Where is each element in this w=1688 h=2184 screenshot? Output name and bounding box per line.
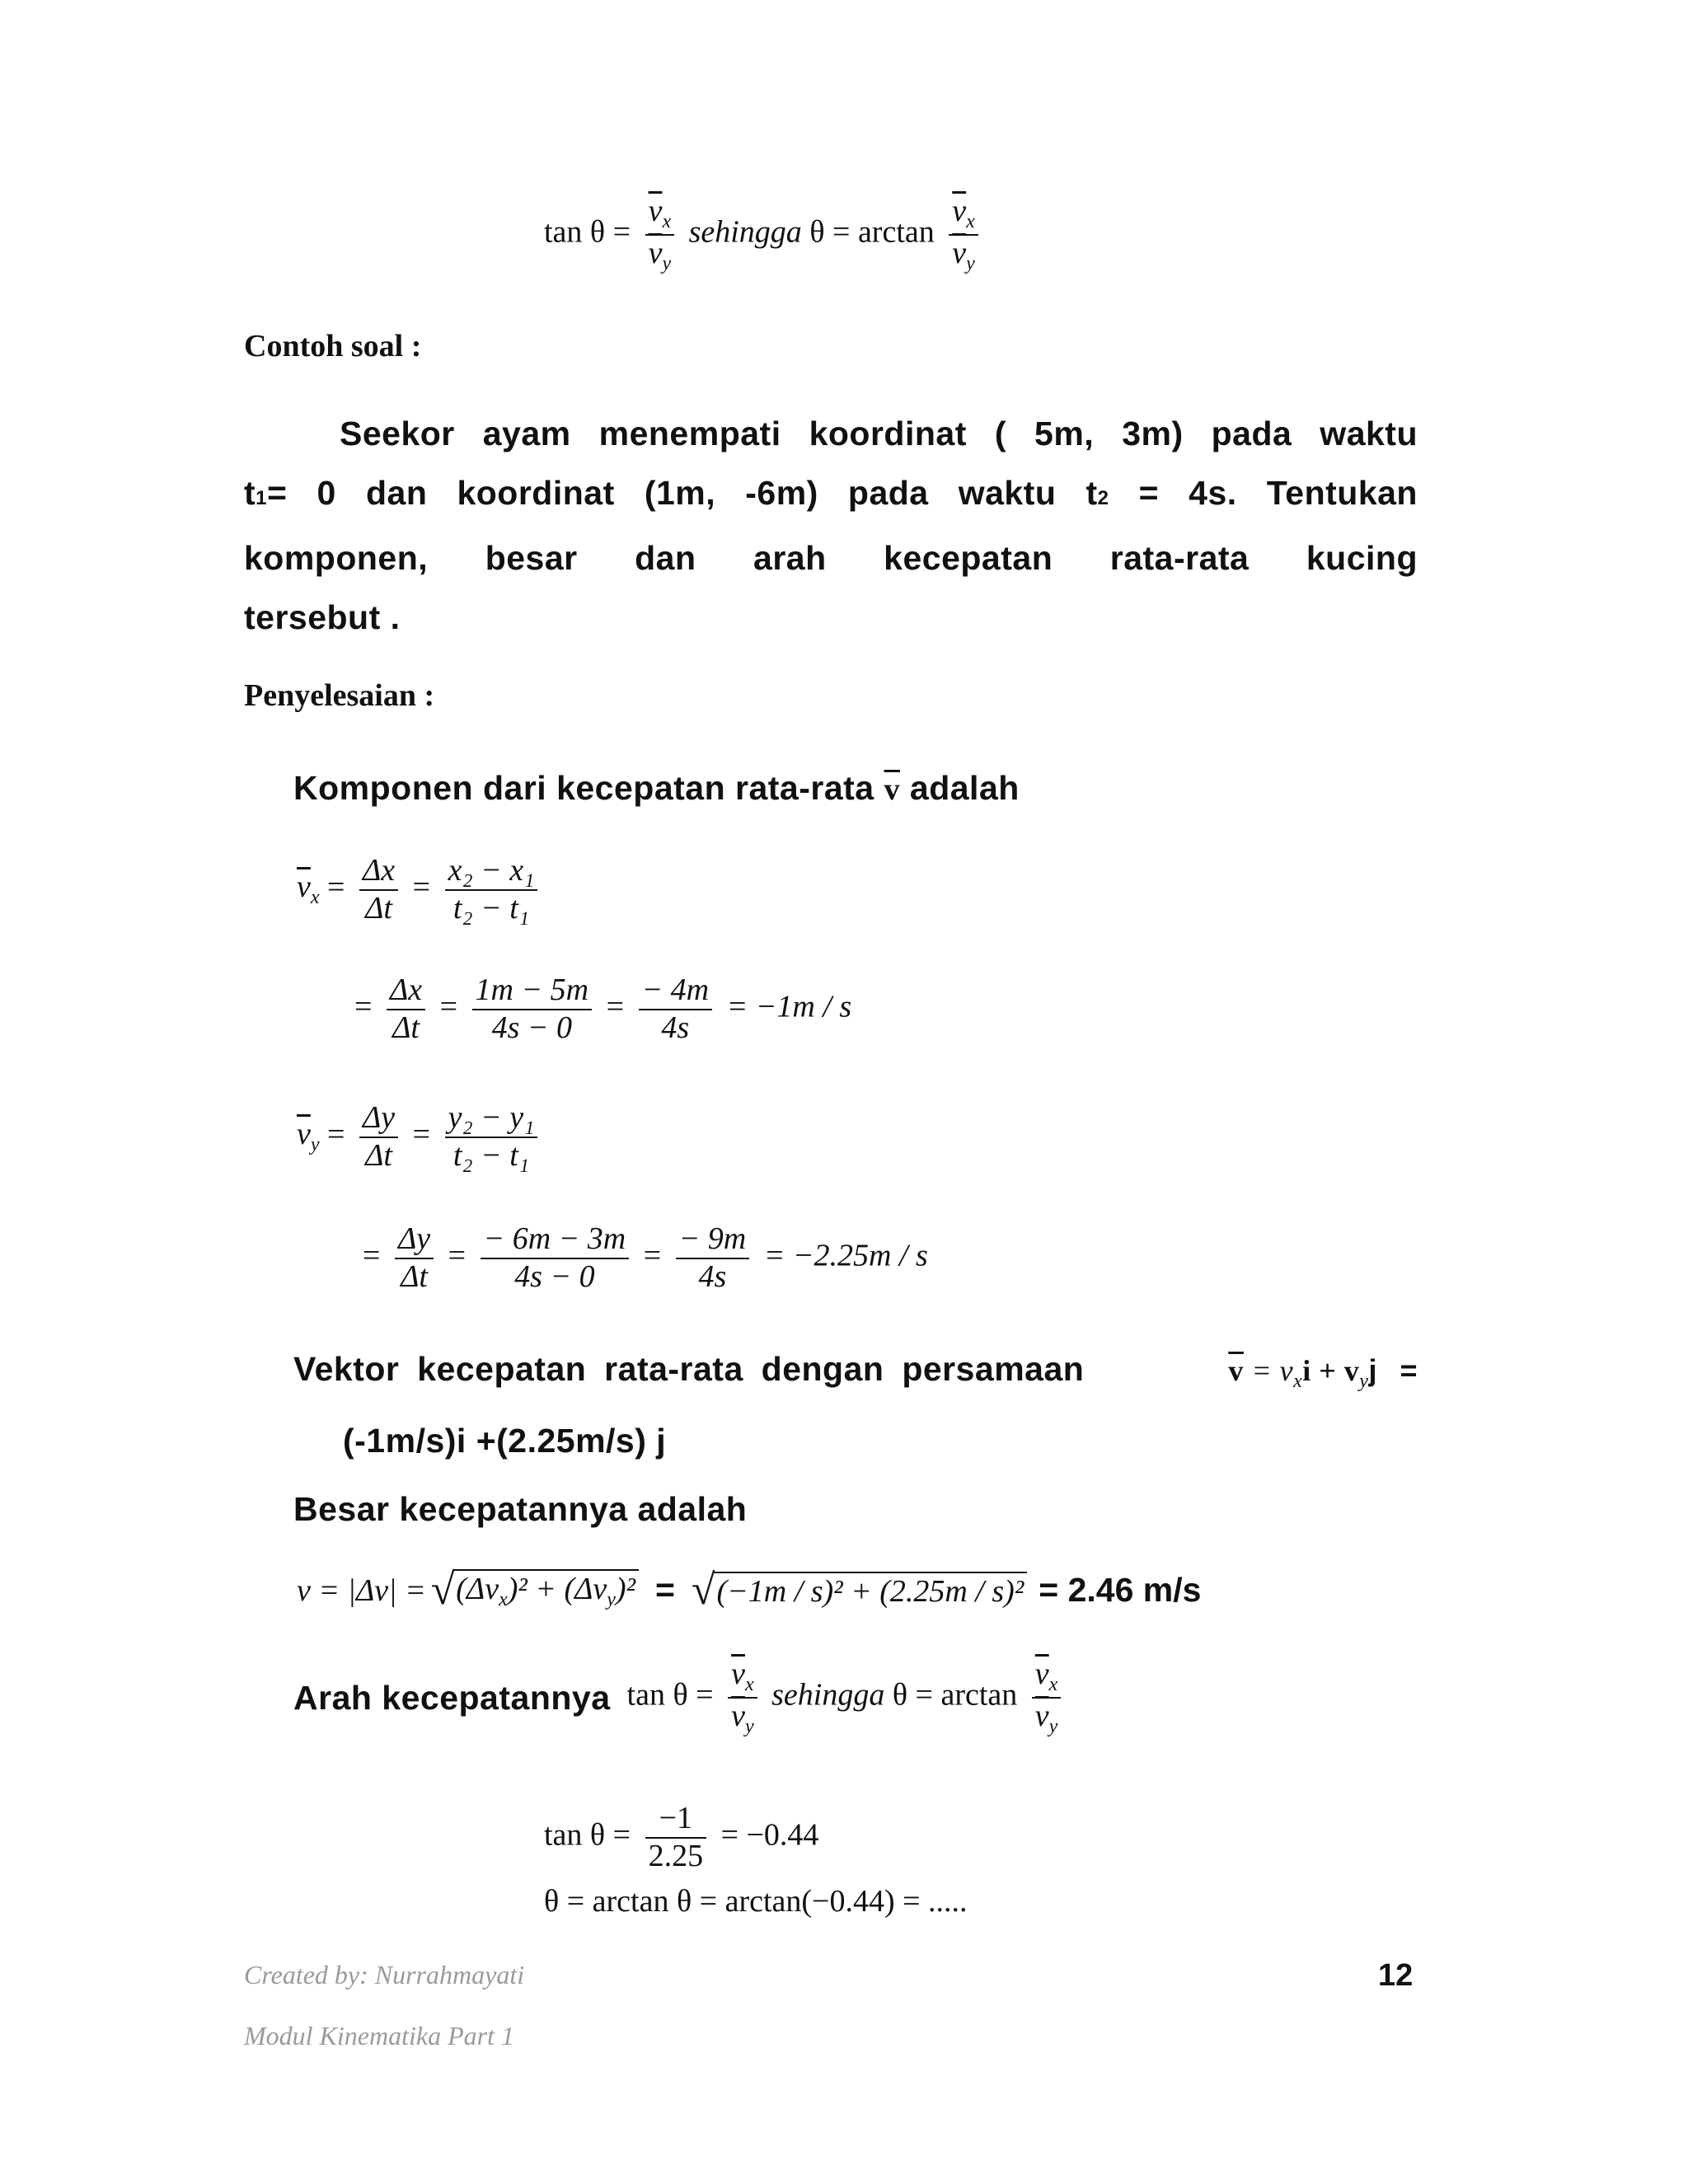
magnitude-equation: v = |Δv| = √ $(\Delta v_x)^2 + (\Delta v_y)^2$ = √ (−1m / s)² + (2.25m / s)² = 2.46 m/s [297, 1567, 1202, 1614]
example-heading: Contoh soal : [244, 329, 422, 363]
page-number: 12 [1378, 1958, 1414, 1993]
components-sentence: Komponen dari kecepatan rata-rata $\overline{v}$ adalah [293, 769, 1020, 807]
sqrt-components: $(\Delta v_x)^2 + (\Delta v_y)^2$ [452, 1569, 639, 1611]
vx-calculation: = $\frac{\Delta x}{\Delta t}$ = $\frac{1m - 5m}{4s - 0}$ = $\frac{- 4m}{4s}$ = −1m / s [354, 972, 852, 1045]
problem-line-3: komponen, besar dan arah kecepatan rata-rata kucing [244, 539, 1418, 577]
solution-heading: Penyelesaian : [244, 678, 435, 713]
arctan-line: θ = arctan θ = arctan(−0.44) = ..... [544, 1884, 968, 1919]
direction-formula: tan θ = $\frac{\overline{v}_x}{\overline{v}_y}$ sehingga θ = arctan $\frac{\overline{v}_x}{\overline{v}_y}$ [627, 1657, 1068, 1738]
vector-line-2: (-1m/s)i +(2.25m/s) j [343, 1422, 667, 1460]
vy-definition: $\overline{v}_y$ = $\frac{\Delta y}{\Delta t}$ = $\frac{\text{y₂ − y₁}}{\text{t₂ − t₁}}$ [297, 1100, 544, 1174]
v-bar-symbol: $\overline{v}$ [884, 772, 900, 807]
vx-over-vy-fraction-2: $\frac{\overline{v}_x}{\overline{v}_y}$ [949, 194, 978, 275]
magnitude-result: = 2.46 m/s [1039, 1571, 1202, 1609]
footer-module-name: Modul Kinematika Part 1 [244, 2021, 514, 2050]
problem-paragraph [244, 404, 1418, 647]
sqrt-values: (−1m / s)² + (2.25m / s)² [713, 1572, 1027, 1610]
problem-line-1: Seekor ayam menempati koordinat ( 5m, 3m) pada waktu [340, 415, 1418, 452]
theta-arctan: θ = arctan [809, 214, 935, 250]
vx-over-vy-fraction: $\frac{\overline{v}_x}{\overline{v}_y}$ [645, 194, 675, 275]
connector-sehingga: sehingga [688, 214, 802, 250]
magnitude-heading: Besar kecepatannya adalah [293, 1490, 748, 1528]
vy-calculation: = $\frac{\Delta y}{\Delta t}$ = $\frac{- 6m - 3m}{4s - 0}$ = $\frac{- 9m}{4s}$ = −2.25m / s [363, 1221, 928, 1294]
vector-line-1: Vektor kecepatan rata-rata dengan persamaan $\overline{v} = v_xi + v_yj$ = [293, 1339, 1418, 1411]
tan-theta-lhs: tan θ = [544, 214, 631, 250]
problem-line-2: t1= 0 dan koordinat (1m, -6m) pada waktu t2 = 4s. Tentukan [244, 474, 1418, 512]
formula-tan-theta-top [544, 194, 985, 275]
footer-created-by: Created by: Nurrahmayati [244, 1960, 525, 1990]
tan-calculation: tan θ = $\frac{-1}{2.25}$ = −0.44 [544, 1801, 819, 1873]
vector-sentence [293, 1339, 1418, 1470]
problem-line-4: tersebut . [244, 598, 401, 636]
direction-label: Arah kecepatannya [293, 1678, 611, 1717]
vector-equation: $\overline{v} = v_xi + v_yj$ = [1228, 1353, 1418, 1392]
direction-row [293, 1657, 1067, 1738]
vx-definition: $\overline{v}_x$ = $\frac{\Delta x}{\Delta t}$ = $\frac{\text{x₂ − x₁}}{\text{t₂ − t₁}}$ [297, 853, 544, 926]
